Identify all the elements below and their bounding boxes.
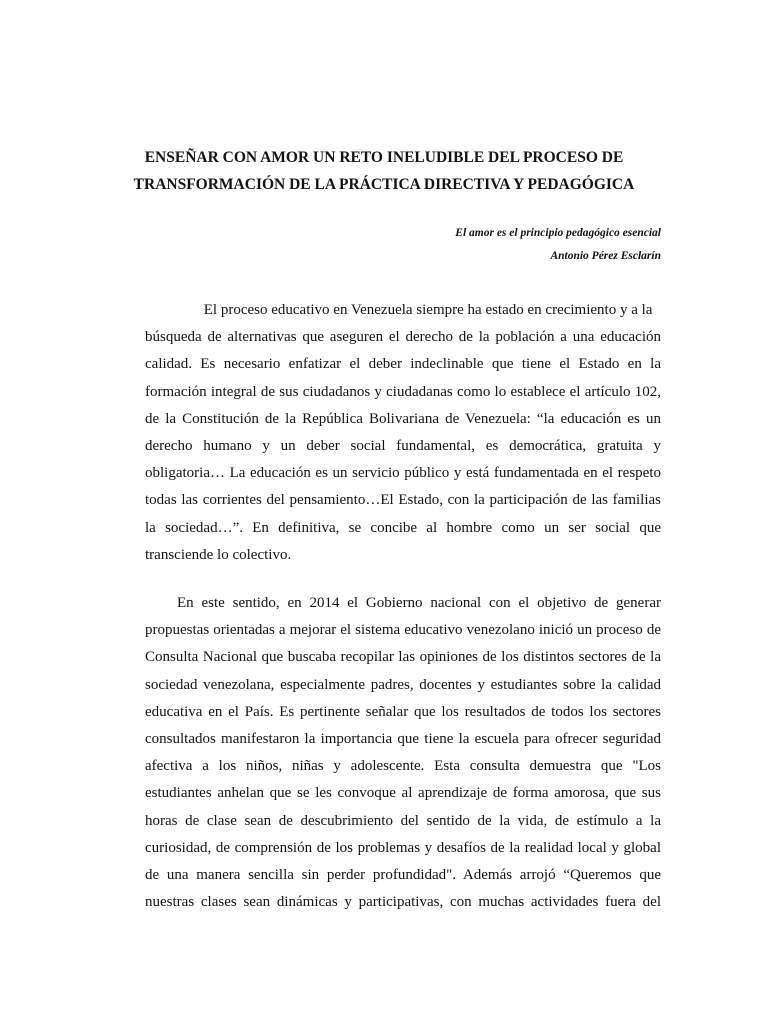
paragraph-2-line: afectiva a los niños, niñas y adolescente. Esta consulta demuestra que "Los xyxy=(145,758,661,775)
paragraph-1-line: de la Constitución de la República Bolivariana de Venezuela: “la educación es un xyxy=(145,410,661,427)
paragraph-2-line: En este sentido, en 2014 el Gobierno nacional con el objetivo de generar xyxy=(177,595,661,611)
paragraph-1-line: la sociedad…”. En definitiva, se concibe al hombre como un ser social que xyxy=(145,519,661,536)
paragraph-2-line: curiosidad, de comprensión de los problemas y desafíos de la realidad local y global xyxy=(145,839,661,856)
paragraph-1-line: todas las corrientes del pensamiento…El Estado, con la participación de las familias xyxy=(145,492,661,509)
paragraph-2-line: de una manera sencilla sin perder profundidad". Además arrojó “Queremos que xyxy=(145,866,661,883)
paragraph-1-line: calidad. Es necesario enfatizar el deber indeclinable que tiene el Estado en la xyxy=(145,356,661,373)
paragraph-2-line: Consulta Nacional que buscaba recopilar las opiniones de los distintos sectores de la xyxy=(145,649,661,666)
paragraph-2-line: estudiantes anhelan que se les convoque al aprendizaje de forma amorosa, que sus xyxy=(145,785,661,802)
paragraph-1-line: obligatoria… La educación es un servicio público y está fundamentada en el respeto xyxy=(145,465,661,482)
paragraph-1 xyxy=(145,297,661,569)
title-line-1: ENSEÑAR CON AMOR UN RETO INELUDIBLE DEL PROCESO DE xyxy=(144,149,624,166)
paragraph-2-line: horas de clase sean de descubrimiento del sentido de la vida, de estímulo a la xyxy=(145,812,661,829)
paragraph-2-line: consultados manifestaron la importancia que tiene la escuela para ofrecer seguridad xyxy=(145,730,661,747)
paragraph-2 xyxy=(145,590,661,916)
paragraph-2-line: propuestas orientadas a mejorar el sistema educativo venezolano inició un proceso de xyxy=(145,622,661,639)
paragraph-1-line: El proceso educativo en Venezuela siempre ha estado en crecimiento y a la xyxy=(185,302,653,318)
title-line-2: TRANSFORMACIÓN DE LA PRÁCTICA DIRECTIVA Y PEDAGÓGICA xyxy=(133,176,635,193)
paragraph-1-line: formación integral de sus ciudadanos y ciudadanas como lo establece el artículo 102, xyxy=(145,383,661,400)
paragraph-2-line: sociedad venezolana, especialmente padres, docentes y estudiantes sobre la calidad xyxy=(145,676,661,693)
paragraph-2-line: educativa en el País. Es pertinente señalar que los resultados de todos los sectores xyxy=(145,703,661,720)
paragraph-1-line: derecho humano y un deber social fundamental, es democrática, gratuita y xyxy=(145,437,661,454)
epigraph-quote: El amor es el principio pedagógico esencial xyxy=(455,227,661,239)
paragraph-1-line: búsqueda de alternativas que aseguren el derecho de la población a una educación xyxy=(145,329,661,346)
paragraph-2-line: nuestras clases sean dinámicas y participativas, con muchas actividades fuera del xyxy=(145,894,661,911)
epigraph-author: Antonio Pérez Esclarín xyxy=(550,250,661,262)
paragraph-1-line: transciende lo colectivo. xyxy=(145,546,292,563)
